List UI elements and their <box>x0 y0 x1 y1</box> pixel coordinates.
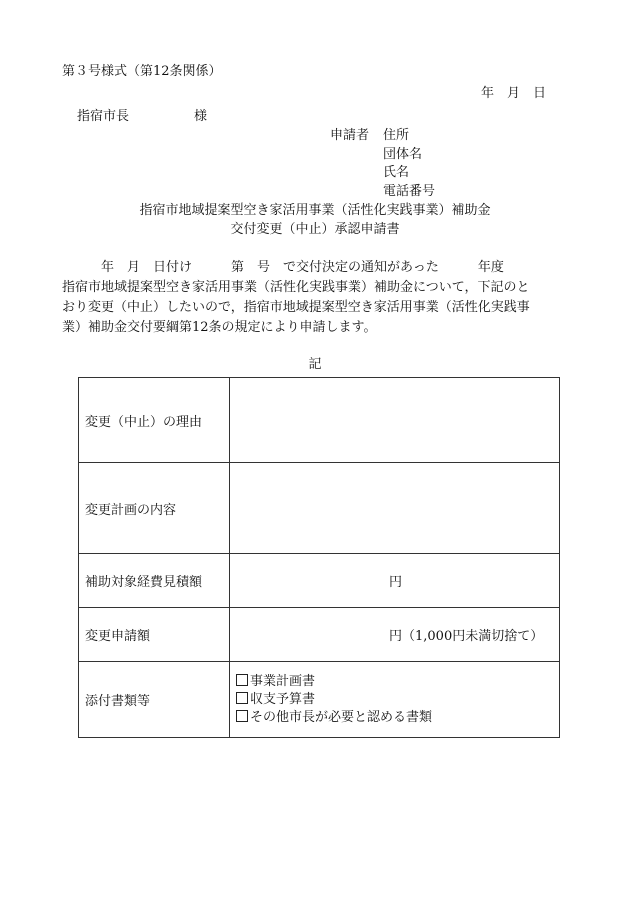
attachment-item[interactable]: 事業計画書 <box>236 673 553 691</box>
row-label-plan: 変更計画の内容 <box>79 463 230 554</box>
applicant-phone: 電話番号 <box>383 184 436 199</box>
document-title-line2: 交付変更（中止）承認申請書 <box>230 222 400 237</box>
checkbox-icon[interactable] <box>236 674 248 686</box>
row-label-estimate: 補助対象経費見積額 <box>79 554 230 608</box>
form-number: 第３号様式（第12条関係） <box>62 64 222 79</box>
applicant-address: 住所 <box>383 128 410 143</box>
row-label-reason: 変更（中止）の理由 <box>79 378 230 463</box>
row-value-estimate[interactable]: 円 <box>230 554 560 608</box>
table-row <box>79 554 560 608</box>
table-row <box>79 378 560 463</box>
row-value-plan[interactable] <box>230 463 560 554</box>
body-line-4: 業）補助金交付要綱第12条の規定により申請します。 <box>62 320 377 335</box>
table-row <box>79 662 560 738</box>
table-row <box>79 463 560 554</box>
document-title-line1: 指宿市地域提案型空き家活用事業（活性化実践事業）補助金 <box>139 203 491 218</box>
body-line-1: 年 月 日付け 第 号 で交付決定の通知があった 年度 <box>62 260 504 275</box>
body-line-2: 指宿市地域提案型空き家活用事業（活性化実践事業）補助金について，下記のと <box>62 280 530 295</box>
checkbox-icon[interactable] <box>236 692 248 704</box>
date-line: 年 月 日 <box>481 86 547 101</box>
checkbox-icon[interactable] <box>236 710 248 722</box>
body-line-3: おり変更（中止）したいので，指宿市地域提案型空き家活用事業（活性化実践事 <box>62 300 530 315</box>
row-value-reason[interactable] <box>230 378 560 463</box>
addressee: 指宿市長 様 <box>77 109 208 124</box>
application-table <box>78 377 560 738</box>
row-label-attachments: 添付書類等 <box>79 662 230 738</box>
attachments-cell <box>230 662 560 738</box>
attachment-item[interactable]: 収支予算書 <box>236 691 553 709</box>
table-row <box>79 608 560 662</box>
attachment-item[interactable]: その他市長が必要と認める書類 <box>236 709 553 727</box>
ki-heading: 記 <box>308 357 322 372</box>
applicant-organization: 団体名 <box>383 147 423 162</box>
row-label-amount: 変更申請額 <box>79 608 230 662</box>
row-value-amount[interactable]: 円（1,000円未満切捨て） <box>230 608 560 662</box>
applicant-label: 申請者 <box>330 128 370 143</box>
applicant-name: 氏名 <box>383 165 410 180</box>
body-paragraph <box>62 258 570 338</box>
